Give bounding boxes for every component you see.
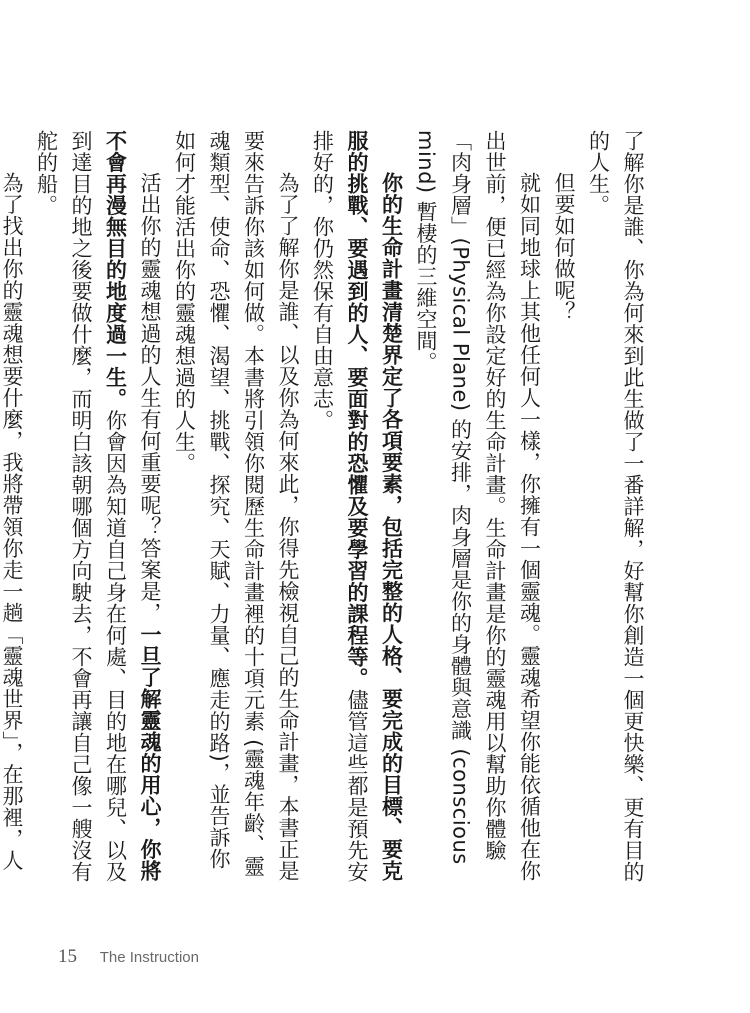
bold-text-segment: 你的生命計畫清楚界定了各項要素，包括完整的人格、要完成的目標、要克服的挑戰、要遇到的人、要面對的恐懼及要學習的課程等。: [345, 130, 404, 882]
text-segment: 為了找出你的靈魂想要什麼，我將帶領你走一趟「靈魂世界」，在那裡，人: [0, 172, 24, 871]
text-segment: 就如同地球上其他任何人一樣，你擁有一個靈魂。靈魂希望你能依循他在你出世前，便已經為你設定好的生命計畫。生命計畫是你的靈魂用以幫助你體驗「肉身層」(Physical Plane) 的安排，肉身層是你的身體與意識 (conscious mind) 暫棲的三維空間。: [414, 130, 542, 882]
paragraph: [29, 130, 167, 890]
bold-text-segment: 一旦了解靈魂的用心，你將不會再漫無目的地度過一生。: [103, 130, 162, 882]
page-footer: [58, 946, 199, 968]
paragraph: [167, 130, 305, 890]
paragraph: [581, 130, 650, 890]
text-segment: 儘管這些都是預先安排好的，你仍然保有自由意志。: [310, 130, 369, 883]
text-segment: 你會因為知道自己身在何處、目的地在哪兒、以及到達目的地之後要做什麼，而明白該朝哪個方向駛去，不會再讓自己像一艘沒有舵的船。: [34, 130, 128, 883]
paragraph: [409, 130, 547, 890]
text-segment: 活出你的靈魂想過的人生有何重要呢？答案是，: [138, 172, 162, 624]
text-segment: 為了了解你是誰、以及你為何來此，你得先檢視自己的生命計畫，本書正是要來告訴你該如何做。本書將引領你閱歷生命計畫裡的十項元素 (靈魂年齡、靈魂類型、使命、恐懼、渴望、挑戰、探究、天賦、力量、應走的路)，並告訴你如何才能活出你的靈魂想過的人生。: [172, 130, 300, 882]
running-title: The Instruction: [99, 949, 199, 966]
vertical-text-body: [0, 130, 650, 890]
text-segment: 了解你是誰、你為何來到此生做了一番詳解，好幫你創造一個更快樂、更有目的的人生。: [586, 130, 645, 883]
text-segment: 但要如何做呢？: [552, 172, 576, 323]
page-number: 15: [58, 946, 77, 967]
paragraph: [547, 130, 582, 890]
paragraph: [0, 130, 29, 890]
paragraph: [305, 130, 409, 890]
